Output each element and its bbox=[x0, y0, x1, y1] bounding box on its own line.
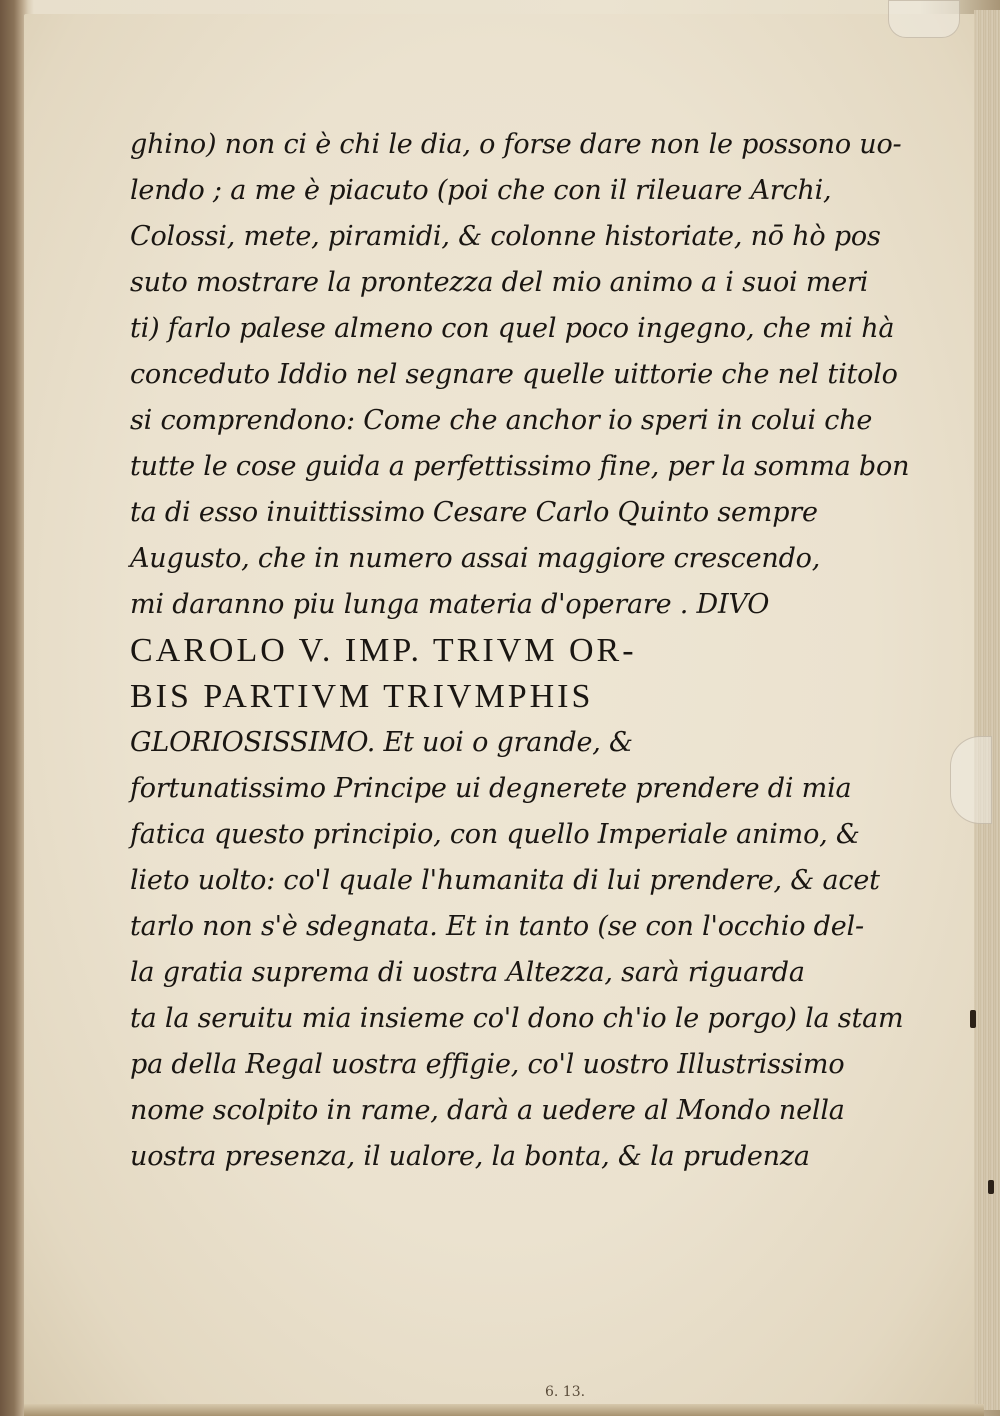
text-line: GLORIOSISSIMO. Et uoi o grande, & bbox=[130, 727, 633, 758]
text-line: Augusto, che in numero assai maggiore crescendo, bbox=[130, 543, 821, 574]
text-line: lieto uolto: co'l quale l'humanita di lui prendere, & acet bbox=[130, 865, 880, 896]
ink-spot bbox=[988, 1180, 994, 1194]
body-text bbox=[130, 122, 910, 1172]
side-clip bbox=[950, 736, 992, 824]
text-line: pa della Regal uostra effigie, co'l uostro Illustrissimo bbox=[130, 1049, 845, 1080]
text-line: suto mostrare la prontezza del mio animo a i suoi meri bbox=[130, 267, 869, 298]
signature-mark: 6. 13. bbox=[545, 1384, 586, 1400]
text-line: conceduto Iddio nel segnare quelle uittorie che nel titolo bbox=[130, 359, 898, 390]
text-line: ti) farlo palese almeno con quel poco ingegno, che mi hà bbox=[130, 313, 895, 344]
text-line: si comprendono: Come che anchor io speri in colui che bbox=[130, 405, 873, 436]
top-clip bbox=[888, 0, 960, 38]
text-line-caps: CAROLO V. IMP. TRIVM OR- bbox=[130, 632, 637, 669]
text-line: ta di esso inuittissimo Cesare Carlo Quinto sempre bbox=[130, 497, 818, 528]
text-line: mi daranno piu lunga materia d'operare . DIVO bbox=[130, 589, 770, 620]
page-edges bbox=[974, 10, 1000, 1410]
text-line: tarlo non s'è sdegnata. Et in tanto (se con l'occhio del- bbox=[130, 911, 864, 942]
ink-spot bbox=[970, 1010, 976, 1028]
text-line: uostra presenza, il ualore, la bonta, & la prudenza bbox=[130, 1141, 810, 1172]
text-line: nome scolpito in rame, darà a uedere al Mondo nella bbox=[130, 1095, 845, 1126]
text-line: fatica questo principio, con quello Imperiale animo, & bbox=[130, 819, 860, 850]
text-line: ta la seruitu mia insieme co'l dono ch'io le porgo) la stam bbox=[130, 1003, 904, 1034]
text-line: la gratia suprema di uostra Altezza, sarà riguarda bbox=[130, 957, 805, 988]
text-line: tutte le cose guida a perfettissimo fine, per la somma bon bbox=[130, 451, 910, 482]
text-line: Colossi, mete, piramidi, & colonne historiate, nō hò pos bbox=[130, 221, 881, 252]
text-line-caps: BIS PARTIVM TRIVMPHIS bbox=[130, 678, 594, 715]
text-line: ghino) non ci è chi le dia, o forse dare non le possono uo- bbox=[130, 129, 902, 160]
text-line: lendo ; a me è piacuto (poi che con il rileuare Archi, bbox=[130, 175, 832, 206]
bottom-edge bbox=[24, 1404, 984, 1416]
text-line: fortunatissimo Principe ui degnerete prendere di mia bbox=[130, 773, 852, 804]
